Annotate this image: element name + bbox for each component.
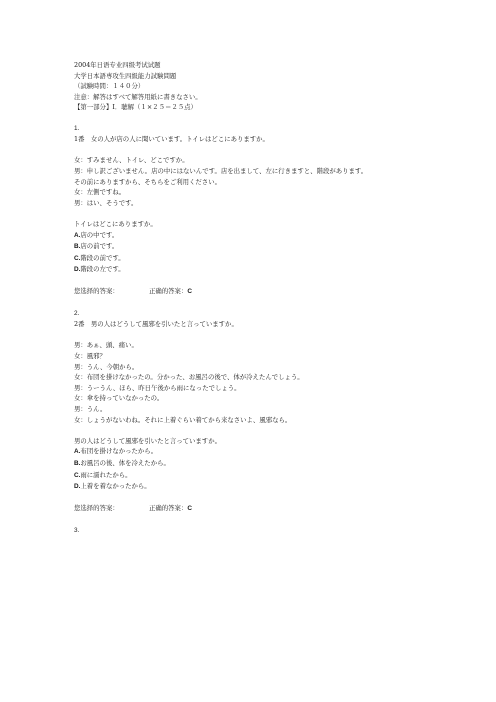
option-a[interactable] <box>74 230 434 242</box>
dialogue-line: 男：はい、そうです。 <box>74 198 138 207</box>
dialogue-line: 女：傘を持っていなかったの。 <box>74 394 164 403</box>
option-letter: C. <box>74 471 81 479</box>
dialogue-line: 男：あぁ、頭、痛い。 <box>74 341 138 350</box>
option-letter: D. <box>74 483 81 491</box>
section-heading: 【第一部分】Ⅰ．聴解（１×２５＝２５点） <box>74 103 197 112</box>
option-d[interactable] <box>74 481 434 493</box>
option-text: 上着を着なかったから。 <box>80 482 151 491</box>
option-text: お風呂の後、体を冷えたから。 <box>80 458 170 467</box>
option-text: 布団を掛けなかったから。 <box>80 447 158 456</box>
option-letter: D. <box>74 266 81 274</box>
question-number: 2. <box>74 309 80 317</box>
question-number: 1. <box>74 124 80 132</box>
dialogue-line: 女：すみません、トイレ、どこですか。 <box>74 156 189 165</box>
question-text: トイレはどこにありますか。 <box>74 219 157 228</box>
exam-note: 注意：解答はすべて解答用紙に書きなさい。 <box>74 92 202 101</box>
option-b[interactable] <box>74 241 434 253</box>
dialogue-line: 男：申し訳ございません。店の中にはないんです。店を出まして、左に行きますと、階段があります。 <box>74 166 368 175</box>
correct-answer-value: C <box>187 505 192 513</box>
option-text: 店の中です。 <box>80 230 119 239</box>
your-answer-label: 您选择的答案： <box>74 504 119 513</box>
correct-answer-value: C <box>187 288 192 296</box>
dialogue-line: 女：しょうがないわね。それに上着ぐらい着てから来なさいよ、風邪なら。 <box>74 415 292 424</box>
option-letter: B. <box>74 243 81 251</box>
answer-row <box>74 503 434 515</box>
question-prompt: 1番 女の人が店の人に聞いています。トイレはどこにありますか。 <box>74 135 269 144</box>
correct-answer-label: 正确的答案： <box>149 287 188 296</box>
dialogue-line: 女：風邪？ <box>74 352 106 361</box>
question-text: 男の人はどうして風邪を引いたと言っていますか。 <box>74 436 221 445</box>
option-letter: C. <box>74 254 81 262</box>
option-c[interactable] <box>74 470 434 482</box>
doc-subtitle: 大学日本語専攻生四級能力試験問題 <box>74 71 177 80</box>
document-page <box>74 60 434 536</box>
question-prompt: 2番 男の人はどうして風邪を引いたと言っていますか。 <box>74 320 238 329</box>
option-letter: B. <box>74 459 81 467</box>
dialogue-line: 女：布団を掛けなかったの。分かった、お風呂の後で、体が冷えたんでしょう。 <box>74 373 304 382</box>
dialogue-line: その前にありますから、そちらをご利用ください。 <box>74 177 221 186</box>
option-c[interactable] <box>74 253 434 265</box>
option-text: 雨に濡れたから。 <box>80 470 132 479</box>
option-text: 階段の左です。 <box>80 265 125 274</box>
dialogue-line: 男：うん。 <box>74 405 107 413</box>
option-letter: A. <box>74 231 81 239</box>
your-answer-label: 您选择的答案： <box>74 287 119 296</box>
option-letter: A. <box>74 448 81 456</box>
doc-title: 2004年日语专业四级考试试题 <box>74 61 161 69</box>
option-d[interactable] <box>74 264 434 276</box>
exam-time: （試験時間：１４０分） <box>74 82 145 91</box>
dialogue-line: 女：左側ですね。 <box>74 188 126 197</box>
correct-answer-label: 正确的答案： <box>149 504 188 513</box>
option-text: 店の前です。 <box>80 242 119 251</box>
dialogue-line: 男：うん、今朝から。 <box>74 362 139 371</box>
option-a[interactable] <box>74 446 434 458</box>
option-text: 階段の前です。 <box>80 253 125 262</box>
dialogue-line: 男：うーうん、ほら、昨日午後から雨になったでしょう。 <box>74 383 241 392</box>
answer-row <box>74 286 434 298</box>
question-number: 3. <box>74 526 80 534</box>
option-b[interactable] <box>74 458 434 470</box>
